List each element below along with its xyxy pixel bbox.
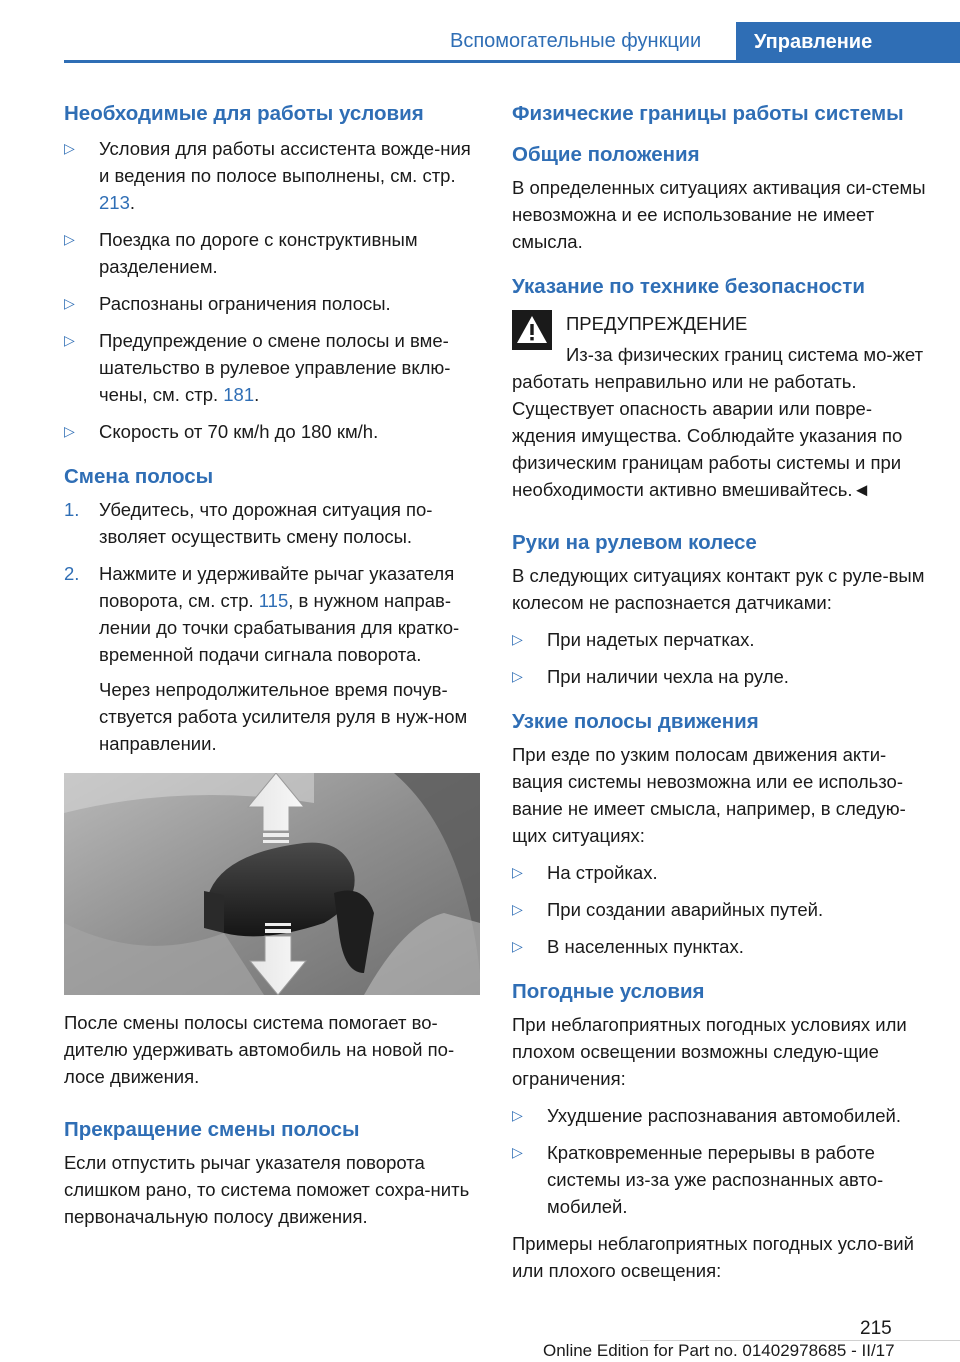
list-item: ▷ Скорость от 70 км/h до 180 км/h.: [64, 418, 482, 445]
list-item: ▷ При наличии чехла на руле.: [512, 663, 928, 690]
triangle-bullet-icon: ▷: [512, 1107, 523, 1123]
page-link[interactable]: 115: [258, 590, 289, 611]
weather-text: При неблагоприятных погодных условиях или плохом освещении возможны следую-щие ограничения:: [512, 1014, 907, 1089]
list-item: ▷ Распознаны ограничения полосы.: [64, 290, 482, 317]
list-item: ▷ В населенных пунктах.: [512, 933, 928, 960]
general-heading: Общие положения: [512, 143, 700, 166]
triangle-bullet-icon: ▷: [512, 1144, 523, 1160]
list-item: ▷ На стройках.: [512, 859, 928, 886]
list-item: 1. Убедитесь, что дорожная ситуация по-зволяет осуществить смену полосы.: [64, 496, 482, 550]
narrow-lanes-heading: Узкие полосы движения: [512, 710, 759, 733]
weather-examples-text: Примеры неблагоприятных погодных усло-вий или плохого освещения:: [512, 1233, 914, 1281]
list-item: ▷ Поездка по дороге с конструктивным разделением.: [64, 226, 482, 280]
list-item: ▷ Кратковременные перерывы в работе системы из-за уже распознанных авто-мобилей.: [512, 1139, 928, 1220]
triangle-bullet-icon: ▷: [512, 864, 523, 880]
warning-title: ПРЕДУПРЕЖДЕНИЕ: [566, 313, 748, 334]
triangle-bullet-icon: ▷: [64, 423, 75, 439]
weather-heading: Погодные условия: [512, 980, 705, 1003]
abort-text: Если отпустить рычаг указателя поворота слишком рано, то система поможет сохра-нить первоначальную полосу движения.: [64, 1152, 470, 1227]
conditions-heading: Необходимые для работы условия: [64, 102, 424, 125]
list-item: ▷ При надетых перчатках.: [512, 626, 928, 653]
narrow-lanes-text: При езде по узким полосам движения акти-вация системы невозможна или ее использо-вание не имеет смысла, например, в следую-щих ситуациях:: [512, 744, 906, 846]
warning-text: Из-за физических границ система мо-жет работать неправильно или не работать. Существует опасность аварии или повре-ждения имущества. Соблюдайте указания по физическим границам работы системы и при необходимости активно вмешивайтесь.◄: [512, 344, 924, 500]
edition-note: Online Edition for Part no. 01402978685 - II/17: [543, 1341, 895, 1360]
triangle-bullet-icon: ▷: [512, 631, 523, 647]
abort-heading: Прекращение смены полосы: [64, 1118, 360, 1141]
step-number: 1.: [64, 499, 80, 520]
warning-triangle-icon: [512, 310, 552, 350]
conditions-list: [64, 135, 482, 445]
lane-change-heading: Смена полосы: [64, 465, 214, 488]
triangle-bullet-icon: ▷: [64, 332, 75, 348]
turn-signal-lever-photo: [64, 773, 480, 995]
hands-text: В следующих ситуациях контакт рук с руле-вым колесом не распознается датчиками:: [512, 565, 925, 613]
warning-box: [512, 310, 928, 503]
header-rule: [64, 60, 960, 63]
page-link[interactable]: 181: [223, 384, 255, 405]
triangle-bullet-icon: ▷: [512, 668, 523, 684]
list-item: ▷ Предупреждение о смене полосы и вме-шательство в рулевое управление вклю-чены, см. стр. 181.: [64, 327, 482, 408]
page-number: 215: [860, 1318, 892, 1339]
left-column: [64, 100, 482, 1230]
header-chapter-tab: Управление: [736, 22, 960, 63]
after-change-text: После смены полосы система помогает во-дителю удерживать автомобиль на новой по-лосе движения.: [64, 1012, 455, 1087]
list-item: ▷ Ухудшение распознавания автомобилей.: [512, 1102, 928, 1129]
step-note: Через непродолжительное время почув-ствуется работа усилителя руля в нуж-ном направлении.: [99, 679, 468, 754]
triangle-bullet-icon: ▷: [64, 295, 75, 311]
triangle-bullet-icon: ▷: [512, 938, 523, 954]
list-item: ▷ Условия для работы ассистента вожде-ния и ведения по полосе выполнены, см. стр. 213.: [64, 135, 482, 216]
weather-list: [512, 1102, 928, 1220]
step-number: 2.: [64, 563, 80, 584]
right-column: [512, 100, 928, 1284]
triangle-bullet-icon: ▷: [64, 231, 75, 247]
hands-list: [512, 626, 928, 690]
general-text: В определенных ситуациях активация си-стемы невозможна и ее использование не имеет смысла.: [512, 177, 926, 252]
list-item: 2. Нажмите и удерживайте рычаг указателя поворота, см. стр. 115, в нужном направ-лении до точки срабатывания для кратко-временной подачи сигнала поворота. Через непродолжительное время почув-ствуется работа усилителя руля в нуж-ном направлении.: [64, 560, 482, 757]
triangle-bullet-icon: ▷: [512, 901, 523, 917]
lane-change-steps: [64, 496, 482, 757]
page-link[interactable]: 213: [99, 192, 130, 213]
limits-heading: Физические границы работы системы: [512, 102, 904, 125]
hands-heading: Руки на рулевом колесе: [512, 531, 757, 554]
safety-heading: Указание по технике безопасности: [512, 275, 865, 298]
triangle-bullet-icon: ▷: [64, 140, 75, 156]
header-section-title: Вспомогательные функции: [450, 30, 702, 52]
narrow-lanes-list: [512, 859, 928, 960]
list-item: ▷ При создании аварийных путей.: [512, 896, 928, 923]
